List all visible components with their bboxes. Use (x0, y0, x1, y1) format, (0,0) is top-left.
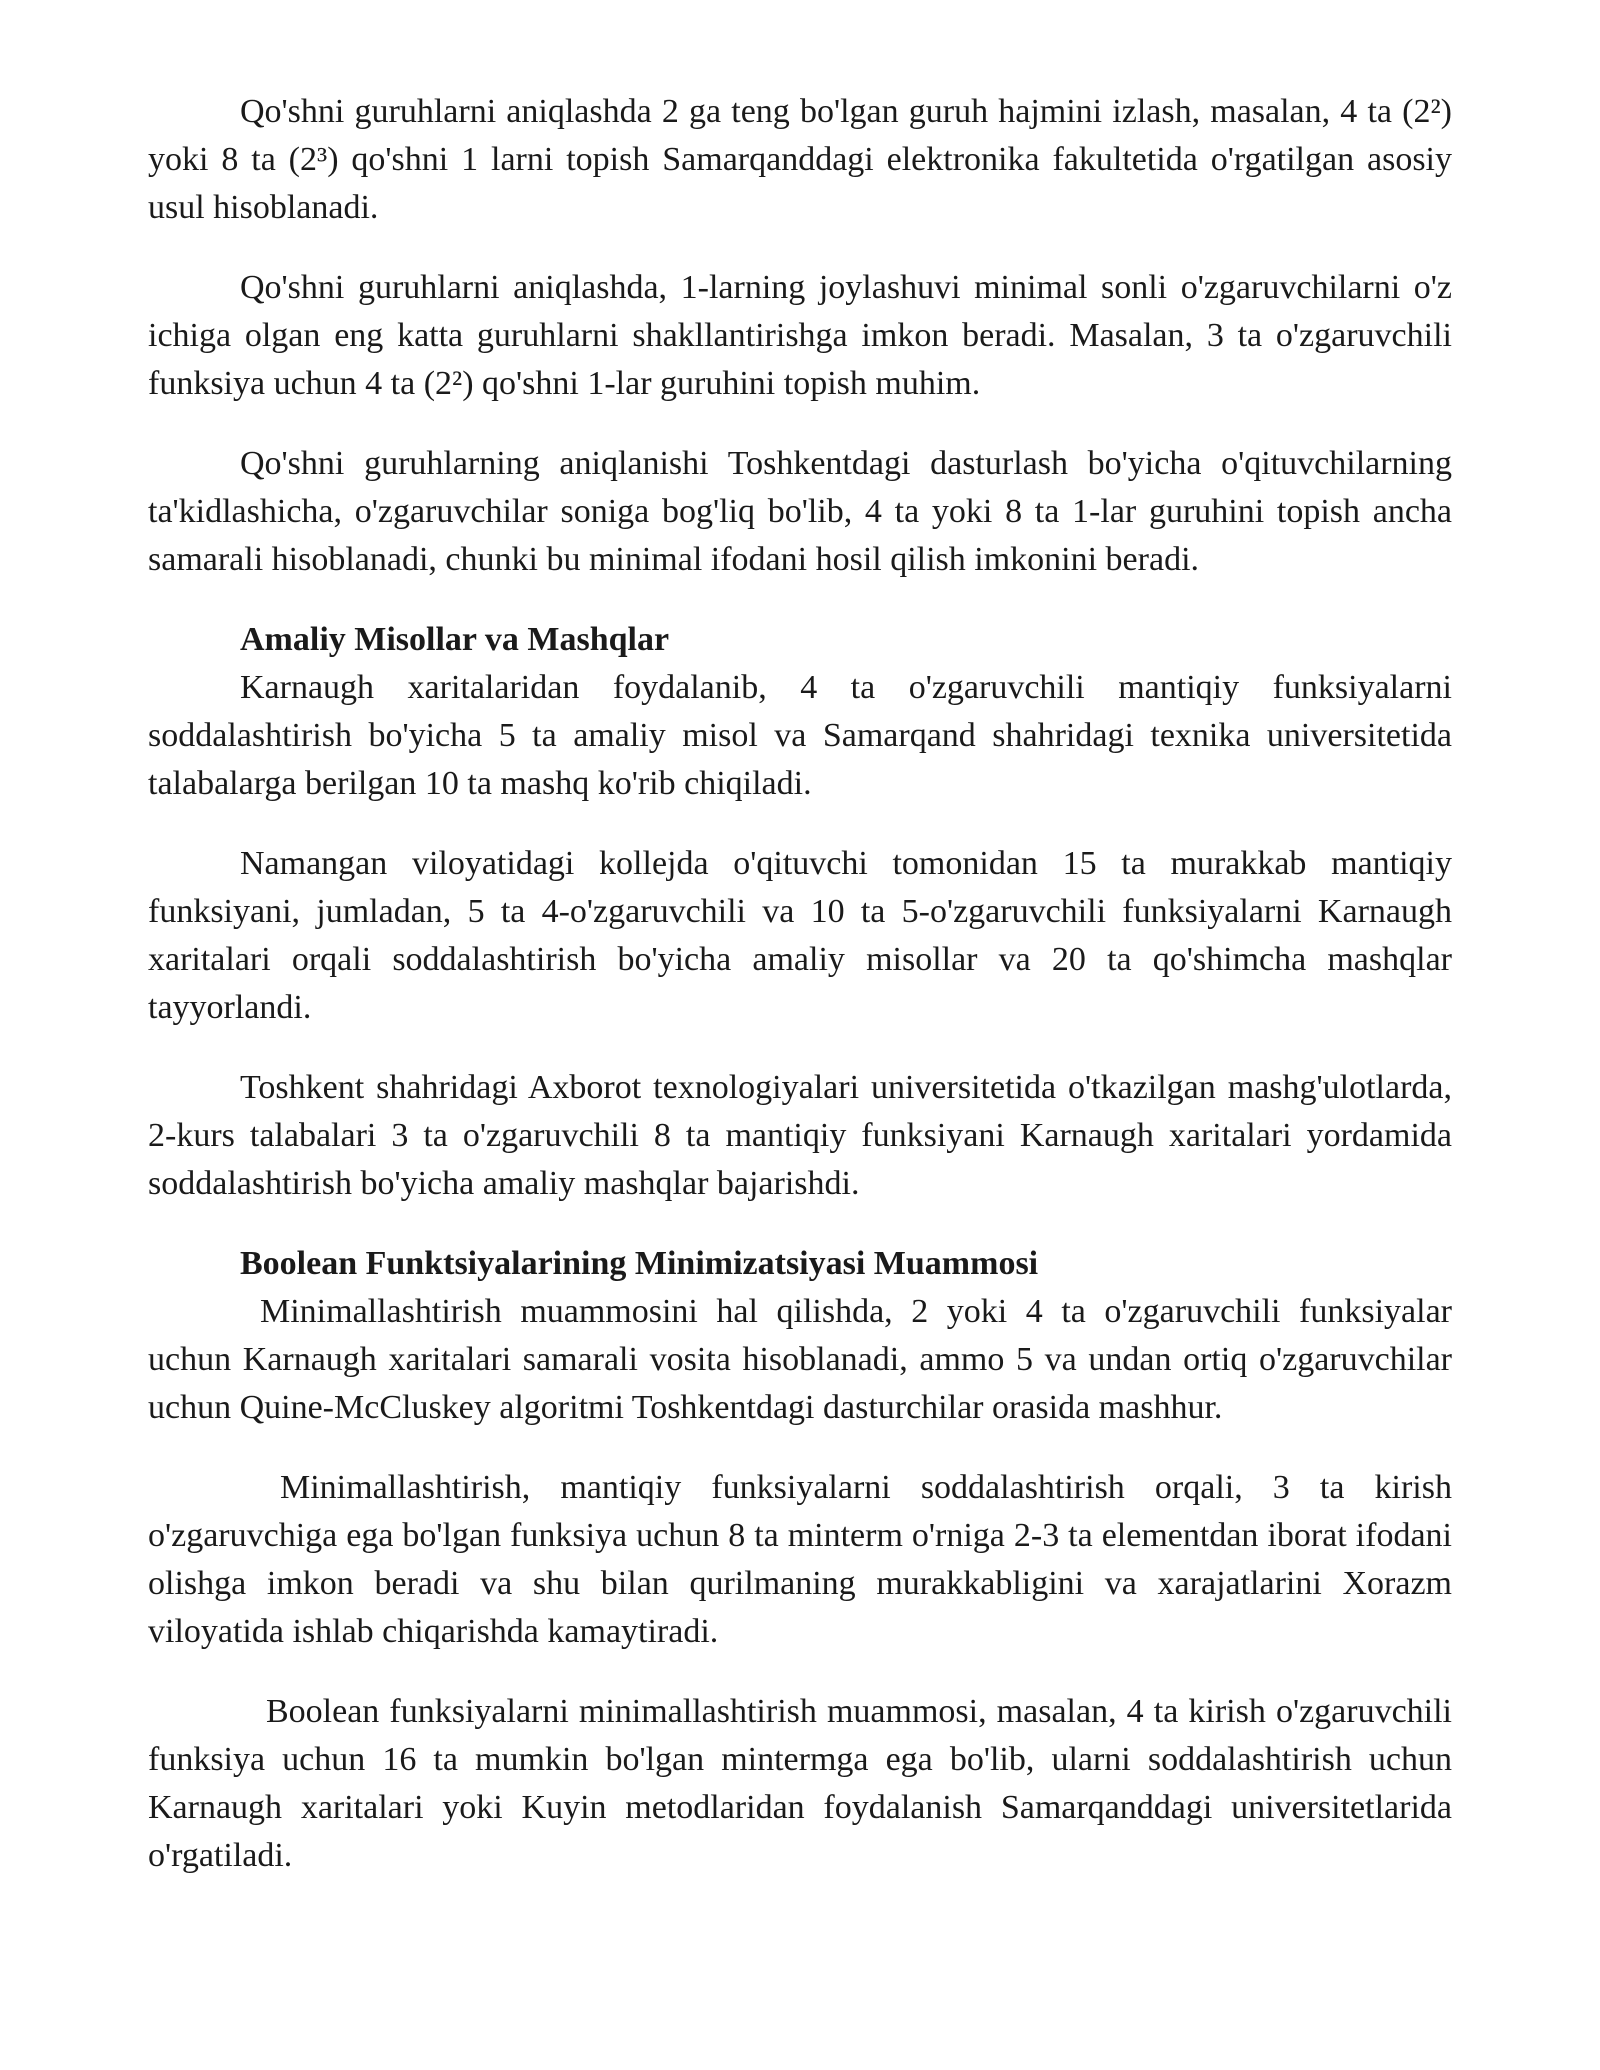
paragraph: Minimallashtirish muammosini hal qilishda, 2 yoki 4 ta o'zgaruvchili funksiyalar uchun Karnaugh xaritalari samarali vosita hisoblanadi, ammo 5 va undan ortiq o'zgaruvchilar uchun Quine-McCluskey algoritmi Toshkentdagi dasturchilar orasida mashhur. (148, 1293, 1452, 1426)
paragraph: Minimallashtirish, mantiqiy funksiyalarni soddalashtirish orqali, 3 ta kirish o'zgaruvchiga ega bo'lgan funksiya uchun 8 ta minterm o'rniga 2-3 ta elementdan iborat ifodani olishga imkon beradi va shu bilan qurilmaning murakkabligini va xarajatlarini Xorazm viloyatida ishlab chiqarishda kamaytiradi. (148, 1469, 1452, 1650)
section-heading: Boolean Funktsiyalarining Minimizatsiyasi Muammosi (240, 1245, 1039, 1282)
paragraph: Qo'shni guruhlarni aniqlashda 2 ga teng bo'lgan guruh hajmini izlash, masalan, 4 ta (2²) yoki 8 ta (2³) qo'shni 1 larni topish Samarqanddagi elektronika fakultetida o'rgatilgan asosiy usul hisoblanadi. (148, 93, 1452, 226)
paragraph: Toshkent shahridagi Axborot texnologiyalari universitetida o'tkazilgan mashg'ulotlarda, 2-kurs talabalari 3 ta o'zgaruvchili 8 ta mantiqiy funksiyani Karnaugh xaritalari yordamida soddalashtirish bo'yicha amaliy mashqlar bajarishdi. (148, 1069, 1452, 1202)
section-heading: Amaliy Misollar va Mashqlar (240, 621, 670, 658)
paragraph: Qo'shni guruhlarning aniqlanishi Toshkentdagi dasturlash bo'yicha o'qituvchilarning ta'kidlashicha, o'zgaruvchilar soniga bog'liq bo'lib, 4 ta yoki 8 ta 1-lar guruhini topish ancha samarali hisoblanadi, chunki bu minimal ifodani hosil qilish imkonini beradi. (148, 445, 1452, 578)
paragraph: Namangan viloyatidagi kollejda o'qituvchi tomonidan 15 ta murakkab mantiqiy funksiyani, jumladan, 5 ta 4-o'zgaruvchili va 10 ta 5-o'zgaruvchili funksiyalarni Karnaugh xaritalari orqali soddalashtirish bo'yicha amaliy misollar va 20 ta qo'shimcha mashqlar tayyorlandi. (148, 845, 1452, 1026)
paragraph: Qo'shni guruhlarni aniqlashda, 1-larning joylashuvi minimal sonli o'zgaruvchilarni o'z ichiga olgan eng katta guruhlarni shakllantirishga imkon beradi. Masalan, 3 ta o'zgaruvchili funksiya uchun 4 ta (2²) qo'shni 1-lar guruhini topish muhim. (148, 269, 1452, 402)
paragraph: Karnaugh xaritalaridan foydalanib, 4 ta o'zgaruvchili mantiqiy funksiyalarni soddalashtirish bo'yicha 5 ta amaliy misol va Samarqand shahridagi texnika universitetida talabalarga berilgan 10 ta mashq ko'rib chiqiladi. (148, 669, 1452, 802)
paragraph: Boolean funksiyalarni minimallashtirish muammosi, masalan, 4 ta kirish o'zgaruvchili funksiya uchun 16 ta mumkin bo'lgan mintermga ega bo'lib, ularni soddalashtirish uchun Karnaugh xaritalari yoki Kuyin metodlaridan foydalanish Samarqanddagi universitetlarida o'rgatiladi. (148, 1693, 1452, 1874)
document-page (148, 88, 1452, 1912)
